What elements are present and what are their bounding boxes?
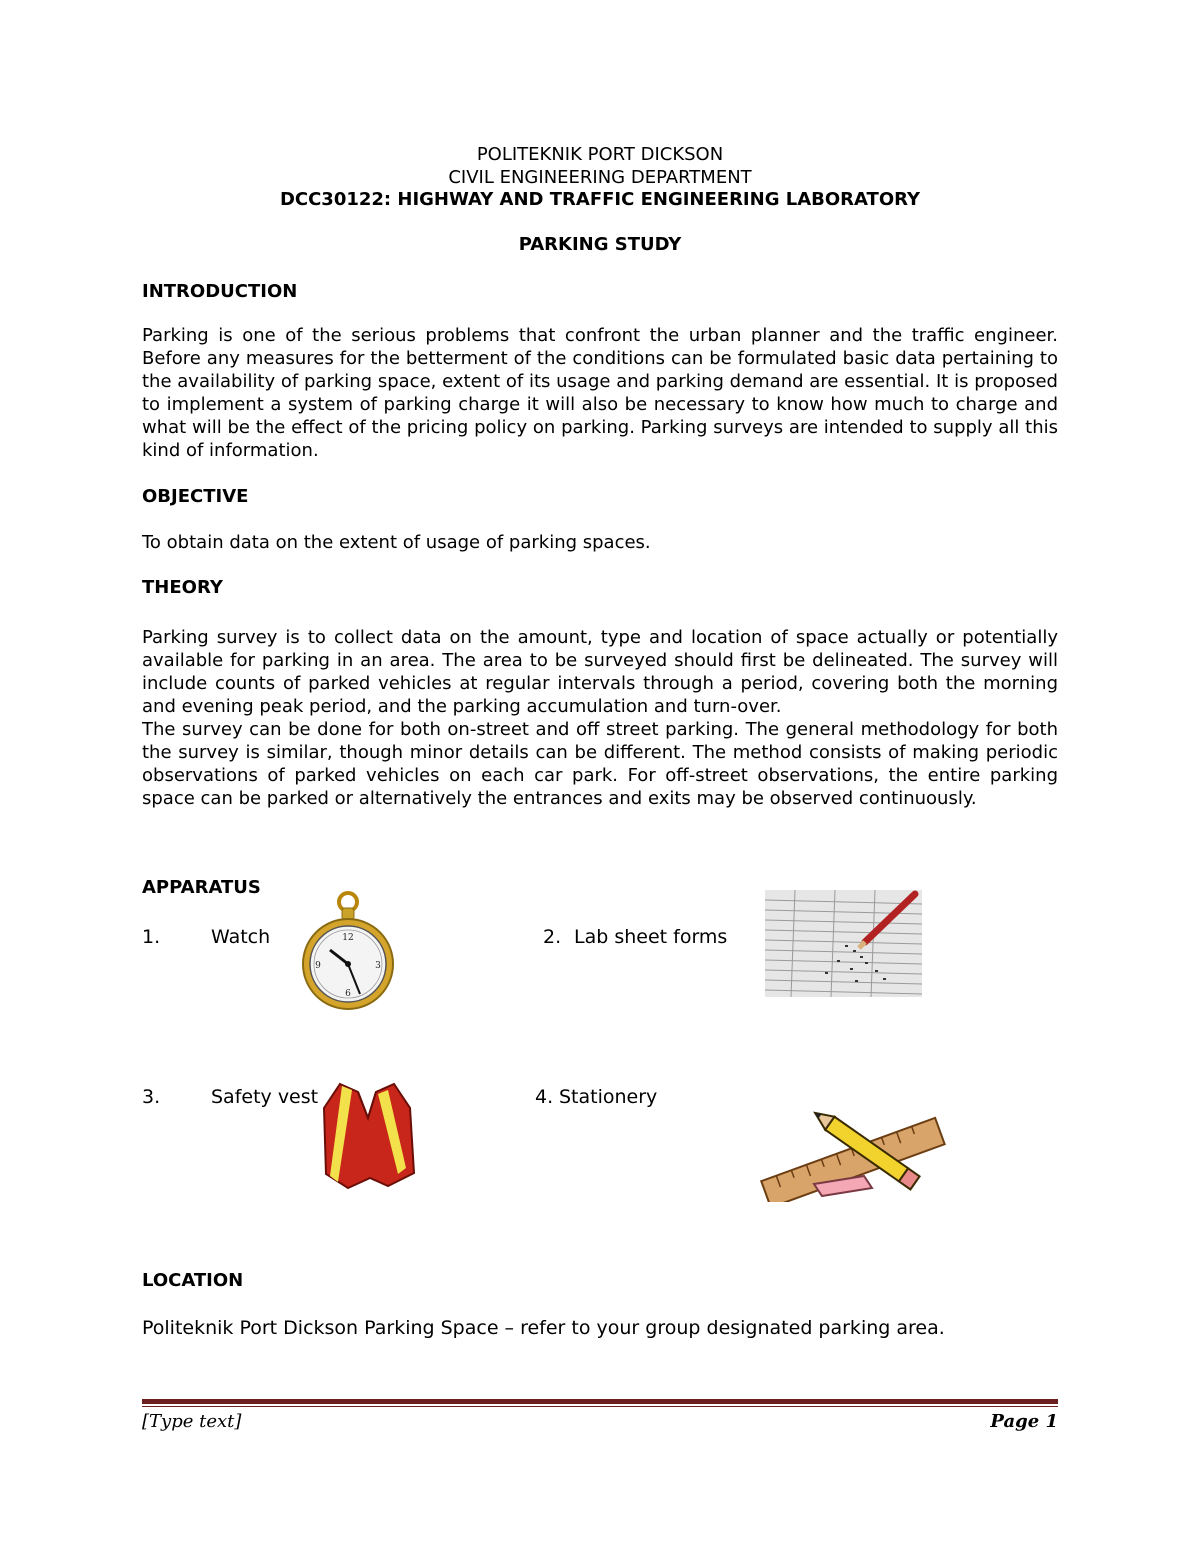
introduction-paragraph: Parking is one of the serious problems that confront the urban planner and the traffic engineer. Before any measures for the betterment of the conditions can be formulated basic data pertaining to the availability of parking space, extent of its usage and parking demand are essential. It is proposed to implement a system of parking charge it will also be necessary to know how much to charge and what will be the effect of the pricing policy on parking. Parking surveys are intended to supply all this kind of information. <box>142 325 1058 461</box>
footer-rule-thin <box>142 1406 1058 1407</box>
institution-name: POLITEKNIK PORT DICKSON <box>476 144 724 165</box>
footer-left-text: [Type text] <box>142 1411 242 1432</box>
theory-paragraph-2: The survey can be done for both on-street and off street parking. The general methodology for both the survey is similar, though minor details can be different. The method consists of making periodic observations of parked vehicles on each car park. For off-street observations, the entire parking space can be parked or alternatively the entrances and exits may be observed continuously. <box>142 719 1058 809</box>
svg-text:12: 12 <box>342 933 354 943</box>
theory-text <box>142 626 1058 810</box>
apparatus-item-4-number: 4. <box>535 1086 554 1108</box>
apparatus-item-2-label: Lab sheet forms <box>574 926 728 948</box>
document-title: PARKING STUDY <box>518 234 682 255</box>
apparatus-item-1-number: 1. <box>142 926 161 948</box>
apparatus-item-4-label: Stationery <box>559 1086 658 1108</box>
pocket-watch-icon <box>300 888 395 1016</box>
stationery-icon <box>752 1102 947 1202</box>
objective-paragraph: To obtain data on the extent of usage of parking spaces. <box>142 532 651 553</box>
svg-text:6: 6 <box>345 989 351 999</box>
apparatus-heading: APPARATUS <box>142 877 261 898</box>
location-text <box>142 1317 1058 1340</box>
theory-heading: THEORY <box>142 577 223 598</box>
svg-text:3: 3 <box>375 961 381 971</box>
apparatus-item-3-label: Safety vest <box>211 1086 319 1108</box>
footer-page-value: 1 <box>1045 1411 1058 1432</box>
objective-heading: OBJECTIVE <box>142 486 249 507</box>
lab-sheet-icon <box>765 890 922 997</box>
theory-paragraph-1: Parking survey is to collect data on the amount, type and location of space actually or potentially available for parking in an area. The area to be surveyed should first be delineated. The survey will include counts of parked vehicles at regular intervals through a period, covering both the morning and evening peak period, and the parking accumulation and turn-over. <box>142 627 1058 717</box>
apparatus-item-3-number: 3. <box>142 1086 161 1108</box>
location-paragraph: Politeknik Port Dickson Parking Space – refer to your group designated parking area. <box>142 1317 945 1339</box>
footer-rule-thick <box>142 1399 1058 1404</box>
apparatus-item-1-label: Watch <box>211 926 271 948</box>
footer-page-label: Page <box>990 1411 1040 1432</box>
location-heading: LOCATION <box>142 1270 244 1291</box>
objective-text <box>142 531 1058 554</box>
safety-vest-icon <box>318 1078 418 1193</box>
introduction-text <box>142 324 1058 462</box>
apparatus-item-2-number: 2. <box>543 926 562 948</box>
introduction-heading: INTRODUCTION <box>142 281 298 302</box>
department-name: CIVIL ENGINEERING DEPARTMENT <box>448 167 752 188</box>
footer-page-number <box>990 1411 1058 1432</box>
course-title: DCC30122: HIGHWAY AND TRAFFIC ENGINEERING LABORATORY <box>279 189 921 210</box>
svg-text:9: 9 <box>315 961 321 971</box>
